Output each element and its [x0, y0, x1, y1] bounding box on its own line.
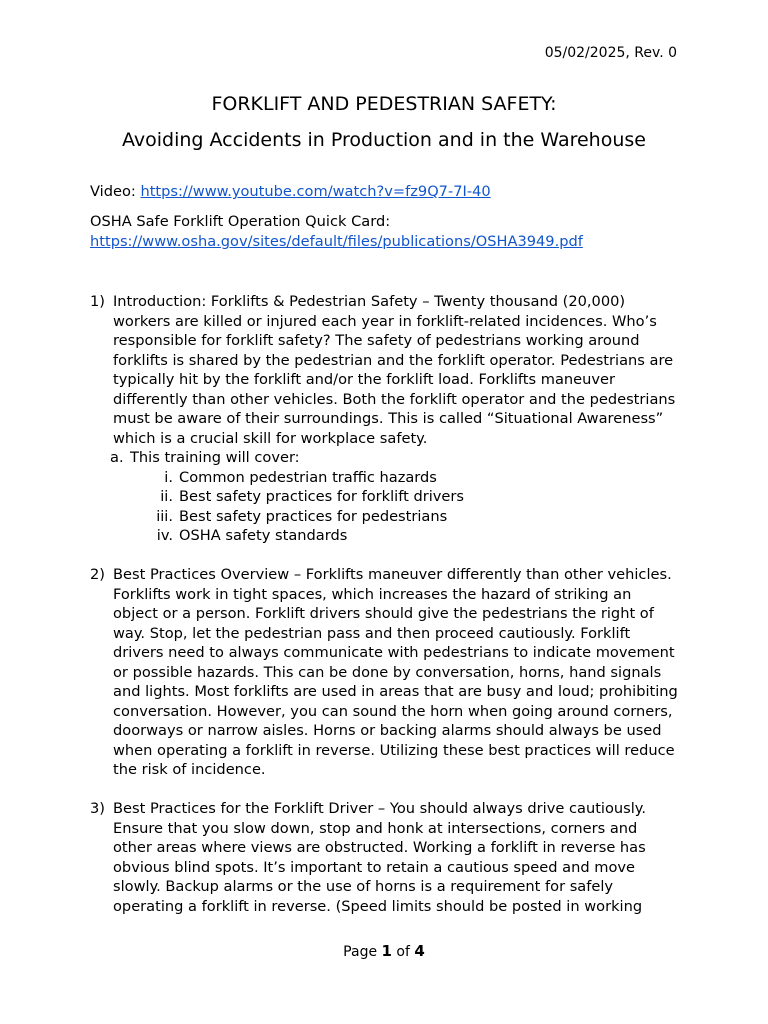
- roman-number: iv.: [156, 527, 173, 544]
- of-label: of: [396, 944, 410, 960]
- section-number: 3): [90, 800, 105, 817]
- section-number: 1): [90, 293, 105, 310]
- section-item: [90, 799, 680, 916]
- roman-number: ii.: [160, 488, 173, 505]
- section-text: Introduction: Forklifts & Pedestrian Safety – Twenty thousand (20,000) workers are killed or injured each year in forklift-related incidences. Who’s responsible for forklift safety? The safety of pedestrians working around forklifts is shared by the pedestrian and the forklift operator. Pedestrians are typically hit by the forklift and/or the forklift load. Forklifts maneuver differently than other vehicles. Both the forklift operator and the pedestrians must be aware of their surroundings. This is called “Situational Awareness” which is a crucial skill for workplace safety.: [113, 293, 676, 447]
- roman-item: [90, 468, 680, 488]
- document-subtitle: Avoiding Accidents in Production and in the Warehouse: [122, 129, 646, 151]
- revision-date: 05/02/2025, Rev. 0: [544, 45, 677, 61]
- section-number: 2): [90, 566, 105, 583]
- sub-item: [110, 448, 680, 468]
- roman-text: Best safety practices for pedestrians: [179, 507, 448, 525]
- roman-text: OSHA safety standards: [179, 527, 348, 544]
- page-total: 4: [414, 942, 425, 960]
- osha-link[interactable]: https://www.osha.gov/sites/default/files/publications/OSHA3949.pdf: [90, 233, 583, 250]
- page-label: Page: [343, 944, 378, 960]
- roman-item: [90, 507, 680, 527]
- osha-link-line: [90, 233, 583, 250]
- video-label: Video:: [90, 183, 136, 200]
- video-link-line: [90, 183, 491, 200]
- section-item: [90, 565, 680, 780]
- page-current: 1: [381, 942, 392, 960]
- roman-text: Best safety practices for forklift drivers: [179, 488, 464, 505]
- roman-list: [90, 468, 680, 546]
- section-item: [90, 292, 680, 448]
- sub-text: This training will cover:: [130, 449, 300, 466]
- section-list: [90, 292, 680, 916]
- roman-item: [90, 487, 680, 507]
- roman-number: iii.: [156, 507, 173, 525]
- roman-number: i.: [164, 468, 173, 486]
- page-footer: [0, 942, 768, 960]
- section-text: Best Practices for the Forklift Driver – You should always drive cautiously. Ensure that you slow down, stop and honk at intersections, corners and other areas where views are obstructed. Working a forklift in reverse has obvious blind spots. It’s important to retain a cautious speed and move slowly. Backup alarms or the use of horns is a requirement for safely operating a forklift in reverse. (Speed limits should be posted in working: [113, 800, 646, 915]
- document-title: FORKLIFT AND PEDESTRIAN SAFETY:: [211, 93, 557, 115]
- section-text: Best Practices Overview – Forklifts maneuver differently than other vehicles. Forklifts work in tight spaces, which increases the hazard of striking an object or a person. Forklift drivers should give the pedestrians the right of way. Stop, let the pedestrian pass and then proceed cautiously. Forklift drivers need to always communicate with pedestrians to indicate movement or possible hazards. This can be done by conversation, horns, hand signals and lights. Most forklifts are used in areas that are busy and loud; prohibiting conversation. However, you can sound the horn when going around corners, doorways or narrow aisles. Horns or backing alarms should always be used when operating a forklift in reverse. Utilizing these best practices will reduce the risk of incidence.: [113, 566, 678, 778]
- video-link[interactable]: https://www.youtube.com/watch?v=fz9Q7-7I-40: [140, 183, 491, 200]
- roman-item: [90, 526, 680, 546]
- osha-label: OSHA Safe Forklift Operation Quick Card:: [90, 213, 391, 230]
- sub-letter: a.: [110, 449, 124, 466]
- roman-text: Common pedestrian traffic hazards: [179, 468, 437, 486]
